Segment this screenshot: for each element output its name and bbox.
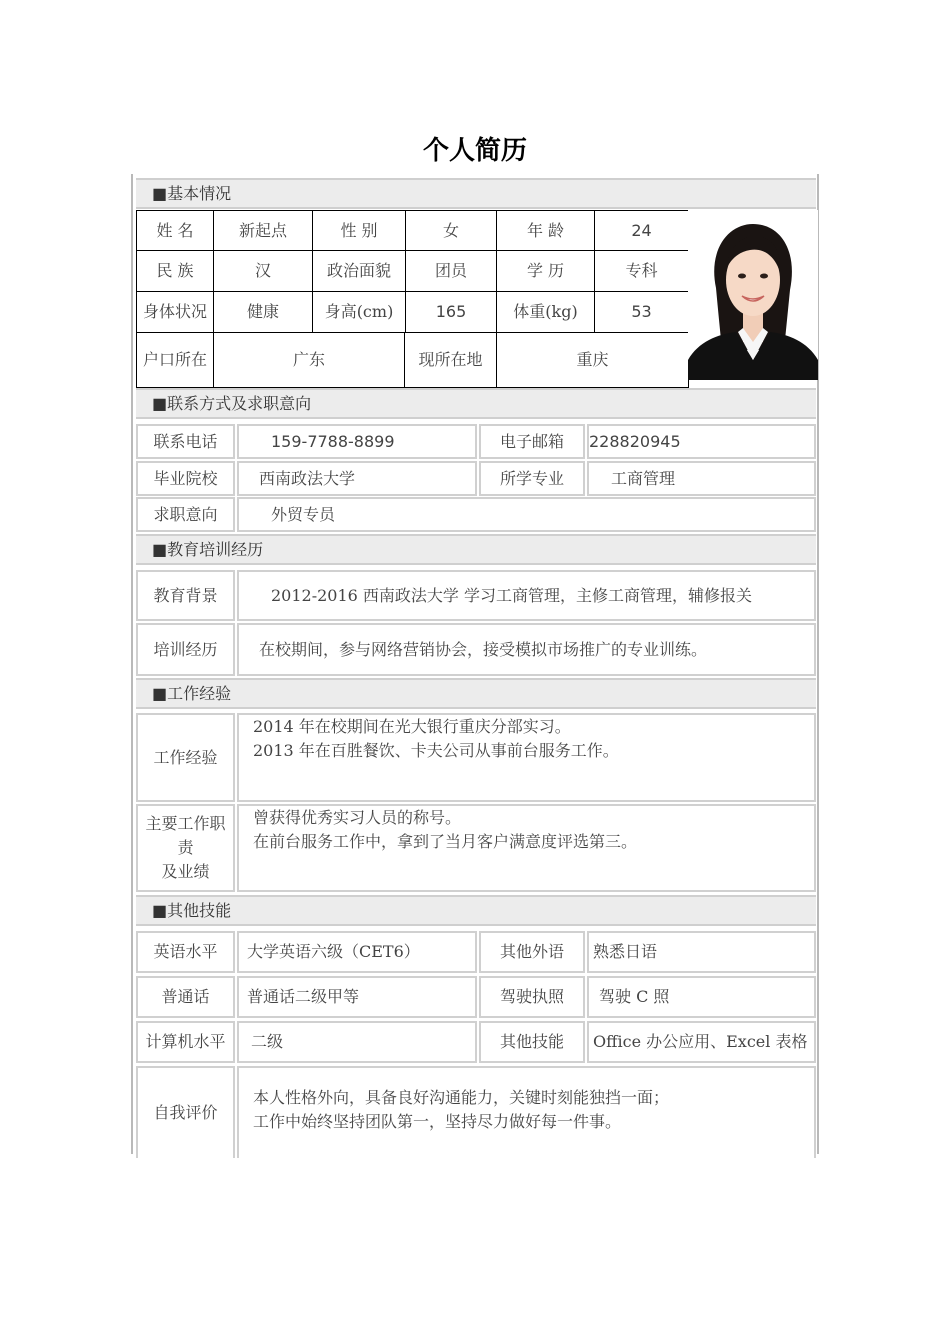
phone-value: 159-7788-8899 [237,424,477,459]
duties-value [237,804,816,892]
age-value: 24 [594,210,689,251]
major-value: 工商管理 [587,461,816,496]
height-label: 身高(cm) [312,291,406,333]
ethnic-label: 民 族 [136,250,214,292]
intent-value: 外贸专员 [237,497,816,532]
work-experience-label: 工作经验 [136,713,235,802]
duties-label [136,804,235,892]
education-background-value: 2012-2016 西南政法大学 学习工商管理，主修工商管理，辅修报关 [237,570,816,621]
intent-label: 求职意向 [136,497,235,532]
section-header-contact: ■联系方式及求职意向 [136,388,816,419]
self-evaluation-value [237,1066,816,1158]
section-header-work: ■工作经验 [136,678,816,709]
english-label: 英语水平 [136,931,235,973]
training-label: 培训经历 [136,623,235,676]
computer-label: 计算机水平 [136,1021,235,1063]
weight-label: 体重(kg) [496,291,595,333]
duties-line: 在前台服务工作中，拿到了当月客户满意度评选第三。 [253,832,638,851]
age-label: 年 龄 [496,210,595,251]
duties-line: 曾获得优秀实习人员的称号。 [253,808,462,827]
political-value: 团员 [405,250,497,292]
portrait-image [688,210,818,380]
training-value: 在校期间，参与网络营销协会，接受模拟市场推广的专业训练。 [237,623,816,676]
license-value: 驾驶 C 照 [587,976,816,1018]
education-background-label: 教育背景 [136,570,235,621]
name-label: 姓 名 [136,210,214,251]
self-evaluation-line: 本人性格外向，具备良好沟通能力，关键时刻能独挡一面； [253,1088,670,1107]
other-skills-value: Office 办公应用、Excel 表格 [587,1021,816,1063]
work-experience-value [237,713,816,802]
profile-photo [688,210,818,380]
english-value: 大学英语六级（CET6） [237,931,477,973]
residence-value: 重庆 [496,332,689,388]
weight-value: 53 [594,291,689,333]
major-label: 所学专业 [479,461,585,496]
license-label: 驾驶执照 [479,976,585,1018]
degree-value: 专科 [594,250,689,292]
height-value: 165 [405,291,497,333]
political-label: 政治面貌 [312,250,406,292]
self-evaluation-line: 工作中始终坚持团队第一，坚持尽力做好每一件事。 [253,1112,622,1131]
school-value: 西南政法大学 [237,461,477,496]
section-header-skills: ■其他技能 [136,895,816,926]
foreign-language-label: 其他外语 [479,931,585,973]
computer-value: 二级 [237,1021,477,1063]
hukou-value: 广东 [213,332,405,388]
health-label: 身体状况 [136,291,214,333]
section-header-education: ■教育培训经历 [136,534,816,565]
ethnic-value: 汉 [213,250,313,292]
residence-label: 现所在地 [404,332,497,388]
duties-label-line: 及业绩 [161,862,210,881]
gender-value: 女 [405,210,497,251]
gender-label: 性 别 [312,210,406,251]
page-title: 个人简历 [422,136,527,166]
email-value: 228820945 [587,424,816,459]
school-label: 毕业院校 [136,461,235,496]
hukou-label: 户口所在 [136,332,214,388]
foreign-language-value: 熟悉日语 [587,931,816,973]
self-evaluation-label: 自我评价 [136,1066,235,1158]
phone-label: 联系电话 [136,424,235,459]
resume-table [131,174,819,1154]
mandarin-label: 普通话 [136,976,235,1018]
mandarin-value: 普通话二级甲等 [237,976,477,1018]
duties-label-line: 主要工作职责 [145,814,226,857]
email-label: 电子邮箱 [479,424,585,459]
section-header-basic: ■基本情况 [136,178,816,209]
name-value: 新起点 [213,210,313,251]
degree-label: 学 历 [496,250,595,292]
work-experience-line: 2013 年在百胜餐饮、卡夫公司从事前台服务工作。 [253,741,619,760]
health-value: 健康 [213,291,313,333]
work-experience-line: 2014 年在校期间在光大银行重庆分部实习。 [253,717,571,736]
other-skills-label: 其他技能 [479,1021,585,1063]
